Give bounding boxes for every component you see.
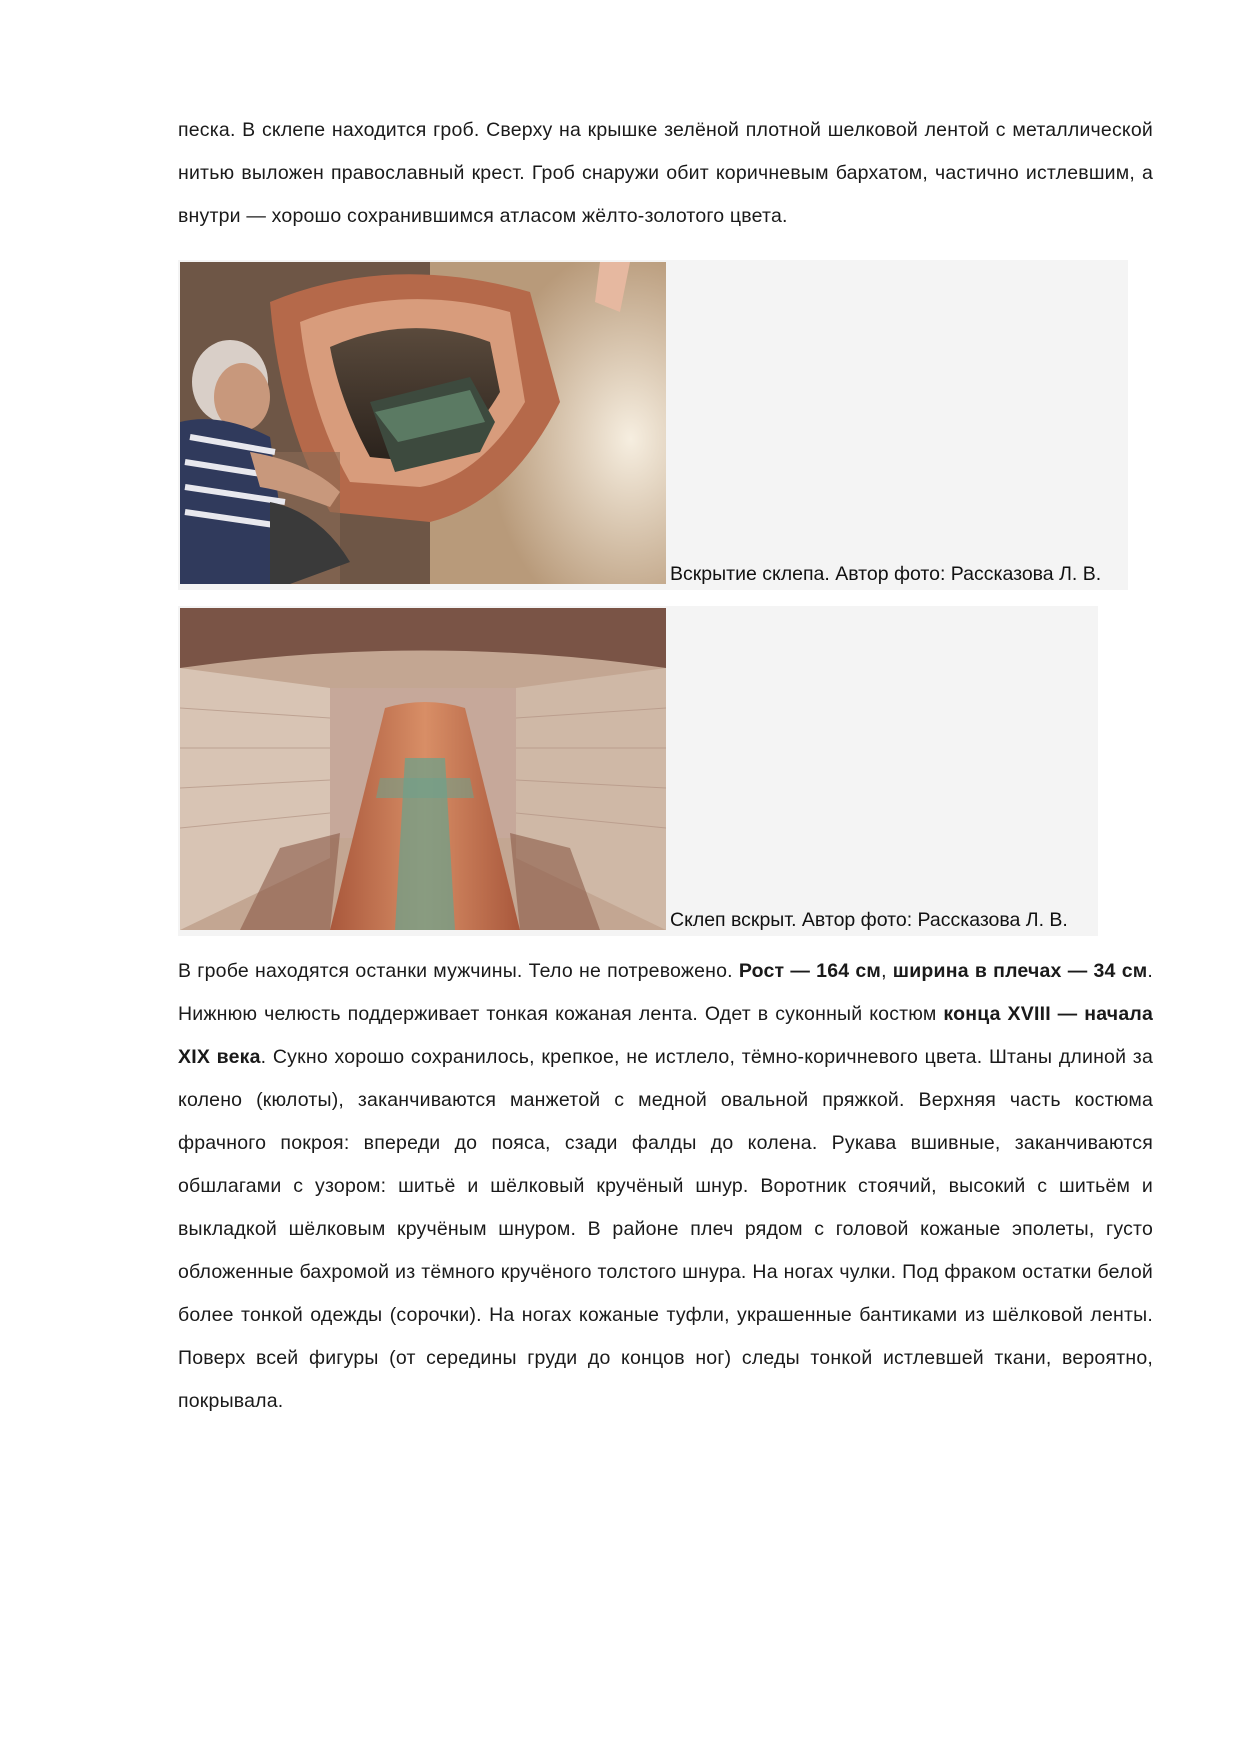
paragraph-bottom-text-4: . Сукно хорошо сохранилось, крепкое, не истлело, тёмно-коричневого цвета. Штаны длиной за колено (кюлоты), заканчиваются манжетой с медной овальной пряжкой. Верхняя часть костюма фрачного покроя: впереди до пояса, сзади фалды до колена. Рукава вшивные, заканчиваются обшлагами с узором: шитьё и шёлковый кручёный шнур. Воротник стоячий, высокий с шитьём и выкладкой шёлковым кручёным шнуром. В районе плеч рядом с головой кожаные эполеты, густо обложенные бахромой из тёмного кручёного толстого шнура. На ногах чулки. Под фраком остатки белой более тонкой одежды (сорочки). На ногах кожаные туфли, украшенные бантиками из шёлковой ленты. Поверх всей фигуры (от середины груди до концов ног) следы тонкой истлевшей ткани, вероятно, покрывала. [178, 1046, 1153, 1412]
paragraph-bottom-text-1: В гробе находятся останки мужчины. Тело не потревожено. [178, 960, 739, 982]
shoulder-width-emphasis: ширина в плечах — 34 см [892, 960, 1148, 982]
era-emphasis: конца XVIII — начала XIX века [178, 1003, 1153, 1068]
paragraph-bottom-text-2: , [881, 960, 893, 982]
paragraph-top-text: песка. В склепе находится гроб. Сверху на крышке зелёной плотной шелковой лентой с металлической нитью выложен православный крест. Гроб снаружи обит коричневым бархатом, частично истлевшим, а внутри — хорошо сохранившимся атласом жёлто-золотого цвета. [178, 119, 1153, 227]
paragraph-bottom [178, 950, 1153, 1423]
figure-caption: Вскрытие склепа. Автор фото: Рассказова Л. В. [670, 563, 1102, 585]
figure-caption: Склеп вскрыт. Автор фото: Рассказова Л. В. [670, 909, 1068, 931]
figure-crypt-opened [178, 606, 1098, 936]
photo-crypt-opening [180, 262, 666, 584]
height-emphasis: Рост — 164 см [738, 960, 882, 982]
paragraph-bottom-text-3: . Нижнюю челюсть поддерживает тонкая кожаная лента. Одет в суконный костюм [178, 960, 1153, 1025]
figure-crypt-opening [178, 260, 1128, 590]
photo-crypt-opened [180, 608, 666, 930]
paragraph-top [178, 109, 1153, 238]
